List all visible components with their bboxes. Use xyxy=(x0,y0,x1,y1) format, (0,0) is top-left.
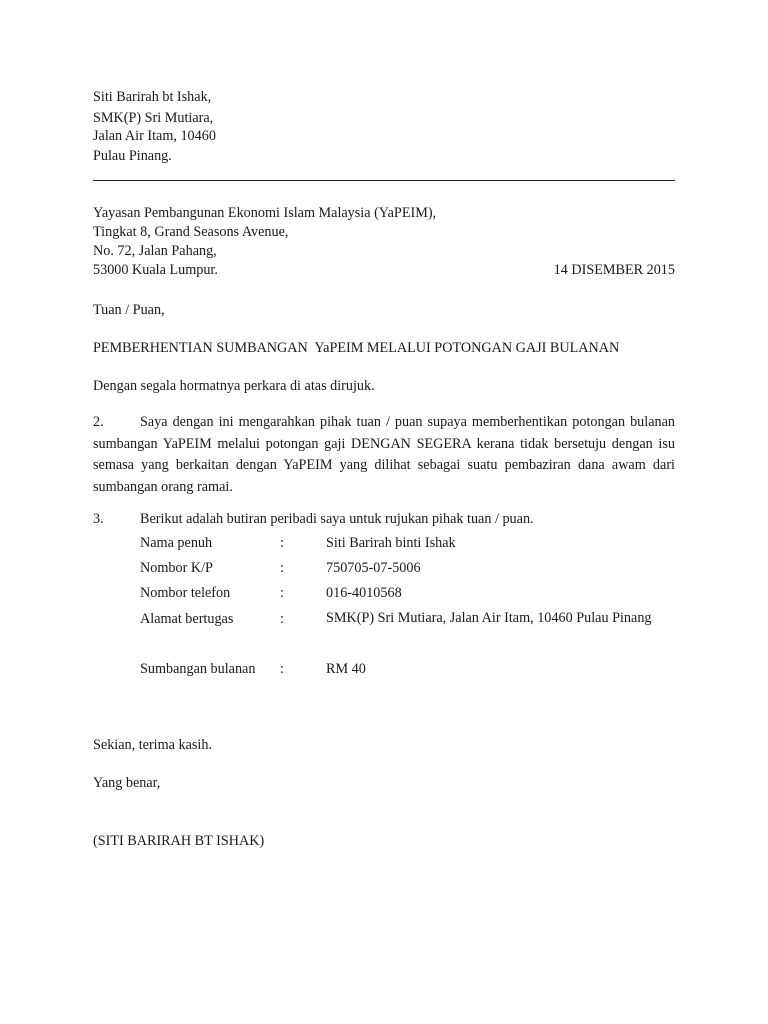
paragraph-2-text: Saya dengan ini mengarahkan pihak tuan / puan supaya memberhentikan potongan bulanan sumbangan YaPEIM melalui potongan gaji DENGAN SEGERA kerana tidak bersetuju dengan isu semasa yang berkaitan dengan YaPEIM yang dilihat sebagai suatu pembaziran dana awam dari sumbangan orang ramai. xyxy=(93,414,675,495)
detail-label: Nombor telefon xyxy=(140,585,231,601)
header-divider xyxy=(93,180,675,181)
sender-name: Siti Barirah bt Ishak, xyxy=(93,89,212,105)
detail-label: Nama penuh xyxy=(140,535,213,551)
recipient-city: 53000 Kuala Lumpur. xyxy=(93,262,218,278)
detail-label: Sumbangan bulanan xyxy=(140,661,256,677)
sender-state: Pulau Pinang. xyxy=(93,148,172,164)
detail-colon: : xyxy=(280,661,284,677)
detail-value: SMK(P) Sri Mutiara, Jalan Air Itam, 10460 Pulau Pinang xyxy=(326,610,652,626)
detail-value: Siti Barirah binti Ishak xyxy=(326,535,456,551)
detail-value: 016-4010568 xyxy=(326,585,402,601)
letter-date: 14 DISEMBER 2015 xyxy=(553,262,675,278)
recipient-floor: Tingkat 8, Grand Seasons Avenue, xyxy=(93,224,289,240)
detail-colon: : xyxy=(280,585,284,601)
detail-colon: : xyxy=(280,611,284,627)
recipient-street: No. 72, Jalan Pahang, xyxy=(93,243,217,259)
detail-label: Nombor K/P xyxy=(140,560,213,576)
recipient-org: Yayasan Pembangunan Ekonomi Islam Malaysia (YaPEIM), xyxy=(93,205,437,221)
detail-colon: : xyxy=(280,535,284,551)
detail-colon: : xyxy=(280,560,284,576)
detail-value: 750705-07-5006 xyxy=(326,560,421,576)
detail-value: RM 40 xyxy=(326,661,366,677)
signature-name: (SITI BARIRAH BT ISHAK) xyxy=(93,833,265,849)
paragraph-3-text: Berikut adalah butiran peribadi saya untuk rujukan pihak tuan / puan. xyxy=(140,511,534,527)
subject-line: PEMBERHENTIAN SUMBANGAN YaPEIM MELALUI POTONGAN GAJI BULANAN xyxy=(93,340,620,356)
opening-line: Dengan segala hormatnya perkara di atas dirujuk. xyxy=(93,378,375,394)
detail-label: Alamat bertugas xyxy=(140,611,234,627)
paragraph-2-number: 2. xyxy=(93,414,104,430)
closing-line: Sekian, terima kasih. xyxy=(93,737,212,753)
paragraph-3-number: 3. xyxy=(93,511,104,527)
signoff-line: Yang benar, xyxy=(93,775,161,791)
paragraph-2 xyxy=(93,412,675,498)
sender-school: SMK(P) Sri Mutiara, xyxy=(93,110,214,126)
sender-street: Jalan Air Itam, 10460 xyxy=(93,128,216,144)
salutation: Tuan / Puan, xyxy=(93,302,165,318)
